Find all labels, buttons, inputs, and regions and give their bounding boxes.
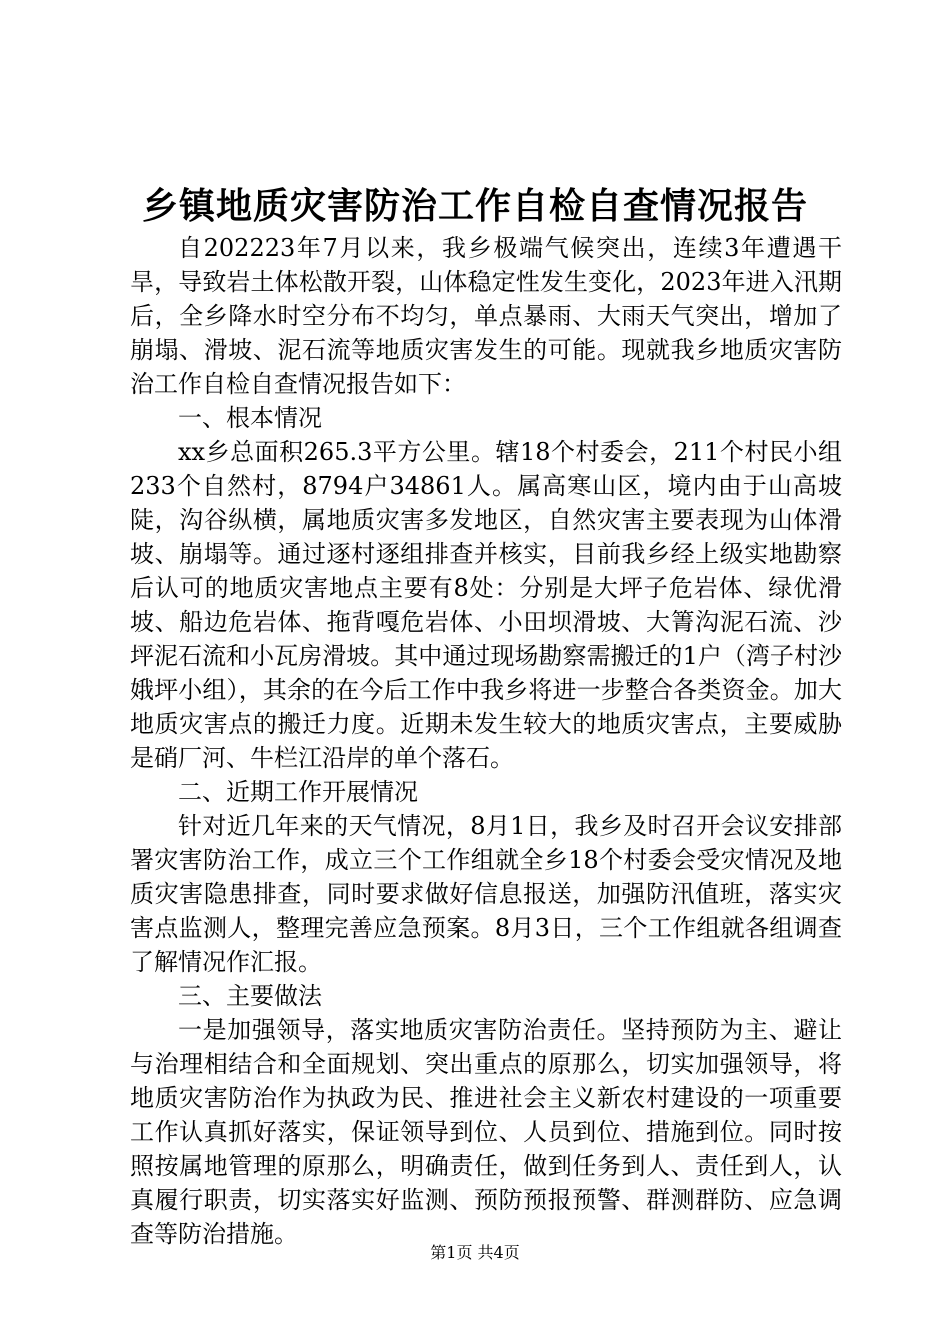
section-heading-main-practices: 三、主要做法 <box>178 982 322 1010</box>
document-body <box>130 231 842 1251</box>
intro-paragraph: 自202223年7月以来，我乡极端气候突出，连续3年遭遇干旱，导致岩土体松散开裂，山体稳定性发生变化，2023年进入汛期后，全乡降水时空分布不均匀，单点暴雨、大雨天气突出，增加了崩塌、滑坡、泥石流等地质灾害发生的可能。现就我乡地质灾害防治工作自检自查情况报告如下： <box>130 234 842 398</box>
section-heading-basic-situation: 一、根本情况 <box>178 404 322 432</box>
basic-situation-paragraph: xx乡总面积265.3平方公里。辖18个村委会，211个村民小组233个自然村，8794户34861人。属高寒山区，境内由于山高坡陡，沟谷纵横，属地质灾害多发地区，自然灾害主要表现为山体滑坡、崩塌等。通过逐村逐组排查并核实，目前我乡经上级实地勘察后认可的地质灾害地点主要有8处：分别是大坪子危岩体、绿优滑坡、船边危岩体、拖背嘎危岩体、小田坝滑坡、大箐沟泥石流、沙坪泥石流和小瓦房滑坡。其中通过现场勘察需搬迁的1户（湾子村沙娥坪小组），其余的在今后工作中我乡将进一步整合各类资金。加大地质灾害点的搬迁力度。近期未发生较大的地质灾害点，主要威胁是硝厂河、牛栏江沿岸的单个落石。 <box>130 438 842 772</box>
recent-work-paragraph: 针对近几年来的天气情况，8月1日，我乡及时召开会议安排部署灾害防治工作，成立三个工作组就全乡18个村委会受灾情况及地质灾害隐患排查，同时要求做好信息报送，加强防汛值班，落实灾害点监测人，整理完善应急预案。8月3日，三个工作组就各组调查了解情况作汇报。 <box>130 812 842 976</box>
page-footer: 第1页 共4页 <box>430 1243 520 1262</box>
document-title: 乡镇地质灾害防治工作自检自查情况报告 <box>141 186 808 227</box>
section-heading-recent-work: 二、近期工作开展情况 <box>178 778 418 806</box>
main-practices-paragraph: 一是加强领导，落实地质灾害防治责任。坚持预防为主、避让与治理相结合和全面规划、突出重点的原那么，切实加强领导，将地质灾害防治作为执政为民、推进社会主义新农村建设的一项重要工作认真抓好落实，保证领导到位、人员到位、措施到位。同时按照按属地管理的原那么，明确责任，做到任务到人、责任到人，认真履行职责，切实落实好监测、预防预报预警、群测群防、应急调查等防治措施。 <box>130 1016 842 1248</box>
